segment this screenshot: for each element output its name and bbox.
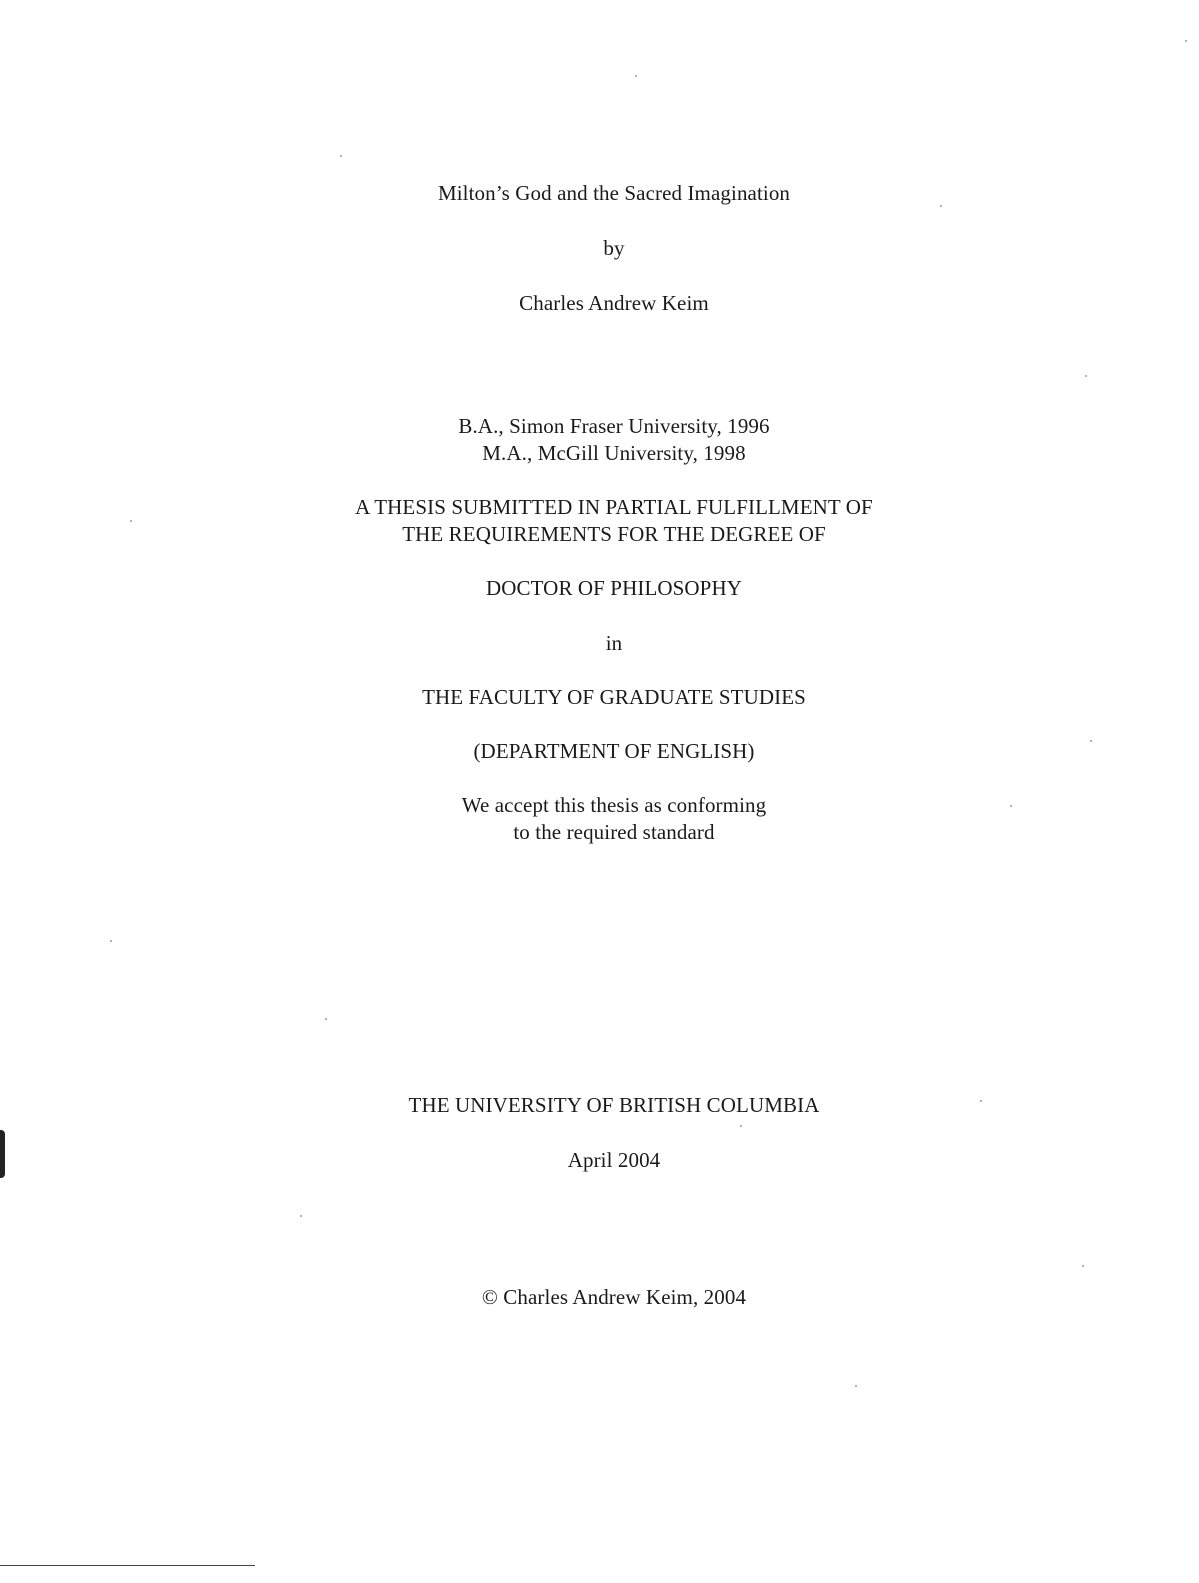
scan-speck	[635, 75, 637, 77]
submission-line-2: THE REQUIREMENTS FOR THE DEGREE OF	[402, 522, 826, 546]
scan-speck	[1010, 805, 1012, 807]
department-name: (DEPARTMENT OF ENGLISH)	[473, 739, 755, 763]
university-name: THE UNIVERSITY OF BRITISH COLUMBIA	[408, 1093, 820, 1117]
author-name: Charles Andrew Keim	[519, 291, 709, 315]
scan-speck	[980, 1100, 982, 1102]
scan-speck	[110, 940, 112, 942]
scan-speck	[1082, 1265, 1084, 1267]
scan-bottom-line	[0, 1565, 255, 1566]
copyright-notice: © Charles Andrew Keim, 2004	[481, 1285, 747, 1309]
scan-speck	[340, 155, 342, 157]
scan-speck	[1185, 40, 1187, 42]
scan-speck	[740, 1125, 742, 1127]
acceptance-line-1: We accept this thesis as conforming	[461, 793, 767, 817]
submission-line-1: A THESIS SUBMITTED IN PARTIAL FULFILLMENT OF	[355, 495, 873, 519]
scan-speck	[940, 205, 942, 207]
scan-speck	[130, 520, 132, 522]
scan-speck	[325, 1018, 327, 1020]
submission-date: April 2004	[567, 1148, 661, 1172]
scan-speck	[855, 1385, 857, 1387]
faculty-name: THE FACULTY OF GRADUATE STUDIES	[422, 685, 806, 709]
acceptance-line-2: to the required standard	[513, 820, 715, 844]
scan-edge-mark	[0, 1130, 5, 1178]
degree-line-ba: B.A., Simon Fraser University, 1996	[458, 414, 770, 438]
scan-speck	[300, 1215, 302, 1217]
in-line: in	[605, 631, 623, 655]
degree-name: DOCTOR OF PHILOSOPHY	[486, 576, 742, 600]
degree-line-ma: M.A., McGill University, 1998	[482, 441, 746, 465]
thesis-title: Milton’s God and the Sacred Imagination	[437, 181, 791, 205]
by-line: by	[603, 236, 625, 260]
scan-speck	[1085, 375, 1087, 377]
scan-speck	[1090, 740, 1092, 742]
